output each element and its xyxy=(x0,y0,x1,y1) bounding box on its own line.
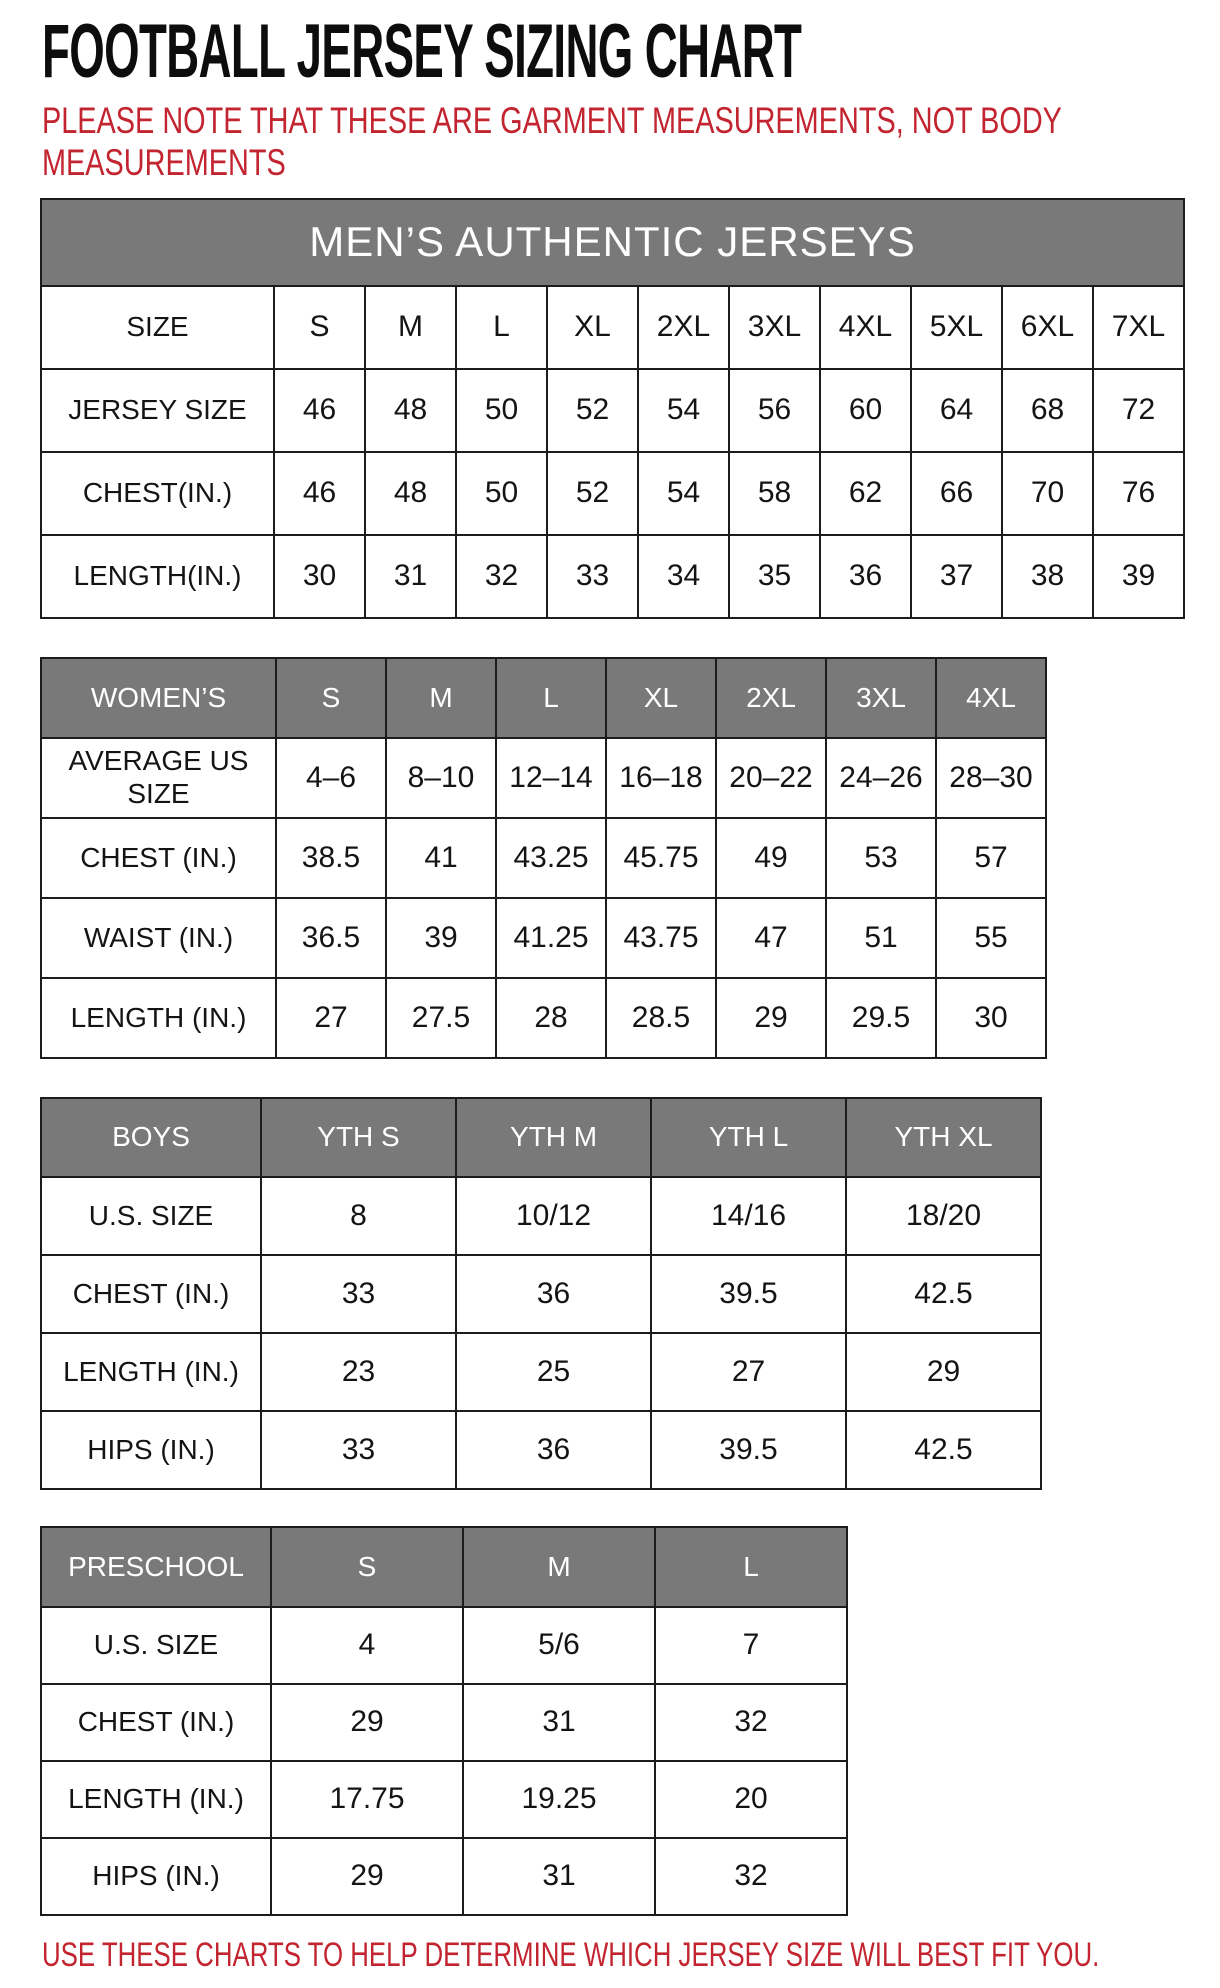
column-header-cell: L xyxy=(655,1527,847,1607)
value-cell: 17.75 xyxy=(271,1761,463,1838)
preschool-table xyxy=(40,1526,848,1916)
value-cell: 43.75 xyxy=(606,898,716,978)
value-cell: 64 xyxy=(911,369,1002,452)
value-cell: M xyxy=(365,286,456,369)
column-header-cell: BOYS xyxy=(41,1098,261,1177)
row-label-cell: JERSEY SIZE xyxy=(41,369,274,452)
value-cell: 2XL xyxy=(638,286,729,369)
table-banner-title: MEN’S AUTHENTIC JERSEYS xyxy=(41,199,1184,286)
value-cell: 18/20 xyxy=(846,1177,1041,1255)
column-header-cell: 3XL xyxy=(826,658,936,738)
column-header-cell: YTH S xyxy=(261,1098,456,1177)
column-header-cell: XL xyxy=(606,658,716,738)
table-row xyxy=(41,978,1046,1058)
value-cell: 58 xyxy=(729,452,820,535)
value-cell: 45.75 xyxy=(606,818,716,898)
table-row xyxy=(41,1761,847,1838)
mens-sizing-table xyxy=(40,198,1220,619)
value-cell: 38.5 xyxy=(276,818,386,898)
value-cell: 30 xyxy=(274,535,365,618)
value-cell: 35 xyxy=(729,535,820,618)
value-cell: 34 xyxy=(638,535,729,618)
value-cell: 36 xyxy=(820,535,911,618)
sizing-chart-page xyxy=(0,9,1220,1988)
value-cell: 14/16 xyxy=(651,1177,846,1255)
value-cell: 12–14 xyxy=(496,738,606,818)
value-cell: 4–6 xyxy=(276,738,386,818)
value-cell: 25 xyxy=(456,1333,651,1411)
value-cell: S xyxy=(274,286,365,369)
value-cell: 57 xyxy=(936,818,1046,898)
column-header-cell: L xyxy=(496,658,606,738)
value-cell: 32 xyxy=(655,1684,847,1761)
value-cell: 53 xyxy=(826,818,936,898)
value-cell: 5XL xyxy=(911,286,1002,369)
value-cell: 51 xyxy=(826,898,936,978)
table-row xyxy=(41,1684,847,1761)
value-cell: 39.5 xyxy=(651,1255,846,1333)
value-cell: L xyxy=(456,286,547,369)
value-cell: 76 xyxy=(1093,452,1184,535)
value-cell: 19.25 xyxy=(463,1761,655,1838)
table-row xyxy=(41,1255,1041,1333)
row-label-cell: CHEST (IN.) xyxy=(41,818,276,898)
value-cell: 43.25 xyxy=(496,818,606,898)
value-cell: 37 xyxy=(911,535,1002,618)
value-cell: 54 xyxy=(638,452,729,535)
value-cell: 48 xyxy=(365,369,456,452)
column-header-row xyxy=(41,1527,847,1607)
value-cell: 28–30 xyxy=(936,738,1046,818)
mens-table xyxy=(40,198,1185,619)
value-cell: 28.5 xyxy=(606,978,716,1058)
column-header-cell: WOMEN’S xyxy=(41,658,276,738)
value-cell: 32 xyxy=(655,1838,847,1915)
value-cell: 16–18 xyxy=(606,738,716,818)
value-cell: 8 xyxy=(261,1177,456,1255)
table-row xyxy=(41,738,1046,818)
value-cell: 36.5 xyxy=(276,898,386,978)
table-row xyxy=(41,1177,1041,1255)
value-cell: 66 xyxy=(911,452,1002,535)
value-cell: 8–10 xyxy=(386,738,496,818)
column-header-cell: S xyxy=(271,1527,463,1607)
row-label-cell: U.S. SIZE xyxy=(41,1177,261,1255)
table-row xyxy=(41,818,1046,898)
value-cell: 39 xyxy=(1093,535,1184,618)
value-cell: 24–26 xyxy=(826,738,936,818)
value-cell: 42.5 xyxy=(846,1255,1041,1333)
table-row xyxy=(41,1333,1041,1411)
value-cell: 36 xyxy=(456,1411,651,1489)
value-cell: 33 xyxy=(261,1411,456,1489)
fit-advice-note: USE THESE CHARTS TO HELP DETERMINE WHICH JERSEY SIZE WILL BEST FIT YOU. xyxy=(42,1935,1100,1974)
table-banner-row xyxy=(41,199,1184,286)
row-label-cell: SIZE xyxy=(41,286,274,369)
value-cell: 52 xyxy=(547,452,638,535)
value-cell: 32 xyxy=(456,535,547,618)
value-cell: 42.5 xyxy=(846,1411,1041,1489)
column-header-row xyxy=(41,658,1046,738)
womens-table xyxy=(40,657,1047,1059)
row-label-cell: LENGTH (IN.) xyxy=(41,978,276,1058)
value-cell: 46 xyxy=(274,369,365,452)
table-row xyxy=(41,286,1184,369)
value-cell: 4XL xyxy=(820,286,911,369)
value-cell: 49 xyxy=(716,818,826,898)
value-cell: 41 xyxy=(386,818,496,898)
value-cell: 7XL xyxy=(1093,286,1184,369)
value-cell: 38 xyxy=(1002,535,1093,618)
table-row xyxy=(41,369,1184,452)
value-cell: 55 xyxy=(936,898,1046,978)
column-header-cell: M xyxy=(463,1527,655,1607)
value-cell: 23 xyxy=(261,1333,456,1411)
column-header-cell: YTH L xyxy=(651,1098,846,1177)
value-cell: 62 xyxy=(820,452,911,535)
row-label-cell: U.S. SIZE xyxy=(41,1607,271,1684)
table-row xyxy=(41,452,1184,535)
value-cell: 48 xyxy=(365,452,456,535)
row-label-cell: AVERAGE US SIZE xyxy=(41,738,276,818)
value-cell: 7 xyxy=(655,1607,847,1684)
value-cell: 41.25 xyxy=(496,898,606,978)
value-cell: 33 xyxy=(547,535,638,618)
column-header-cell: S xyxy=(276,658,386,738)
row-label-cell: CHEST (IN.) xyxy=(41,1684,271,1761)
value-cell: 31 xyxy=(463,1838,655,1915)
value-cell: 54 xyxy=(638,369,729,452)
preschool-sizing-table xyxy=(40,1526,1220,1916)
value-cell: 5/6 xyxy=(463,1607,655,1684)
value-cell: 29 xyxy=(271,1684,463,1761)
value-cell: 27 xyxy=(276,978,386,1058)
value-cell: 68 xyxy=(1002,369,1093,452)
value-cell: 33 xyxy=(261,1255,456,1333)
value-cell: 70 xyxy=(1002,452,1093,535)
row-label-cell: CHEST (IN.) xyxy=(41,1255,261,1333)
value-cell: 20 xyxy=(655,1761,847,1838)
womens-sizing-table xyxy=(40,657,1220,1059)
value-cell: 20–22 xyxy=(716,738,826,818)
garment-measurements-note: PLEASE NOTE THAT THESE ARE GARMENT MEASUREMENTS, NOT BODY MEASUREMENTS xyxy=(42,100,1062,183)
value-cell: 52 xyxy=(547,369,638,452)
row-label-cell: LENGTH (IN.) xyxy=(41,1333,261,1411)
value-cell: 31 xyxy=(365,535,456,618)
value-cell: 29 xyxy=(846,1333,1041,1411)
column-header-cell: M xyxy=(386,658,496,738)
value-cell: 30 xyxy=(936,978,1046,1058)
value-cell: 29 xyxy=(716,978,826,1058)
row-label-cell: WAIST (IN.) xyxy=(41,898,276,978)
value-cell: 72 xyxy=(1093,369,1184,452)
row-label-cell: LENGTH(IN.) xyxy=(41,535,274,618)
value-cell: 50 xyxy=(456,452,547,535)
value-cell: 36 xyxy=(456,1255,651,1333)
table-row xyxy=(41,1411,1041,1489)
column-header-cell: 2XL xyxy=(716,658,826,738)
value-cell: 47 xyxy=(716,898,826,978)
row-label-cell: LENGTH (IN.) xyxy=(41,1761,271,1838)
row-label-cell: HIPS (IN.) xyxy=(41,1838,271,1915)
table-row xyxy=(41,1838,847,1915)
value-cell: 50 xyxy=(456,369,547,452)
value-cell: 27.5 xyxy=(386,978,496,1058)
value-cell: 29.5 xyxy=(826,978,936,1058)
row-label-cell: CHEST(IN.) xyxy=(41,452,274,535)
table-row xyxy=(41,1607,847,1684)
value-cell: 60 xyxy=(820,369,911,452)
value-cell: 28 xyxy=(496,978,606,1058)
value-cell: XL xyxy=(547,286,638,369)
value-cell: 3XL xyxy=(729,286,820,369)
boys-sizing-table xyxy=(40,1097,1220,1490)
boys-table xyxy=(40,1097,1042,1490)
table-row xyxy=(41,535,1184,618)
column-header-cell: 4XL xyxy=(936,658,1046,738)
table-row xyxy=(41,898,1046,978)
value-cell: 39 xyxy=(386,898,496,978)
value-cell: 27 xyxy=(651,1333,846,1411)
value-cell: 46 xyxy=(274,452,365,535)
value-cell: 39.5 xyxy=(651,1411,846,1489)
row-label-cell: HIPS (IN.) xyxy=(41,1411,261,1489)
value-cell: 31 xyxy=(463,1684,655,1761)
column-header-row xyxy=(41,1098,1041,1177)
column-header-cell: PRESCHOOL xyxy=(41,1527,271,1607)
page-title: FOOTBALL JERSEY SIZING CHART xyxy=(42,9,802,94)
value-cell: 10/12 xyxy=(456,1177,651,1255)
column-header-cell: YTH XL xyxy=(846,1098,1041,1177)
value-cell: 6XL xyxy=(1002,286,1093,369)
value-cell: 4 xyxy=(271,1607,463,1684)
value-cell: 29 xyxy=(271,1838,463,1915)
column-header-cell: YTH M xyxy=(456,1098,651,1177)
value-cell: 56 xyxy=(729,369,820,452)
